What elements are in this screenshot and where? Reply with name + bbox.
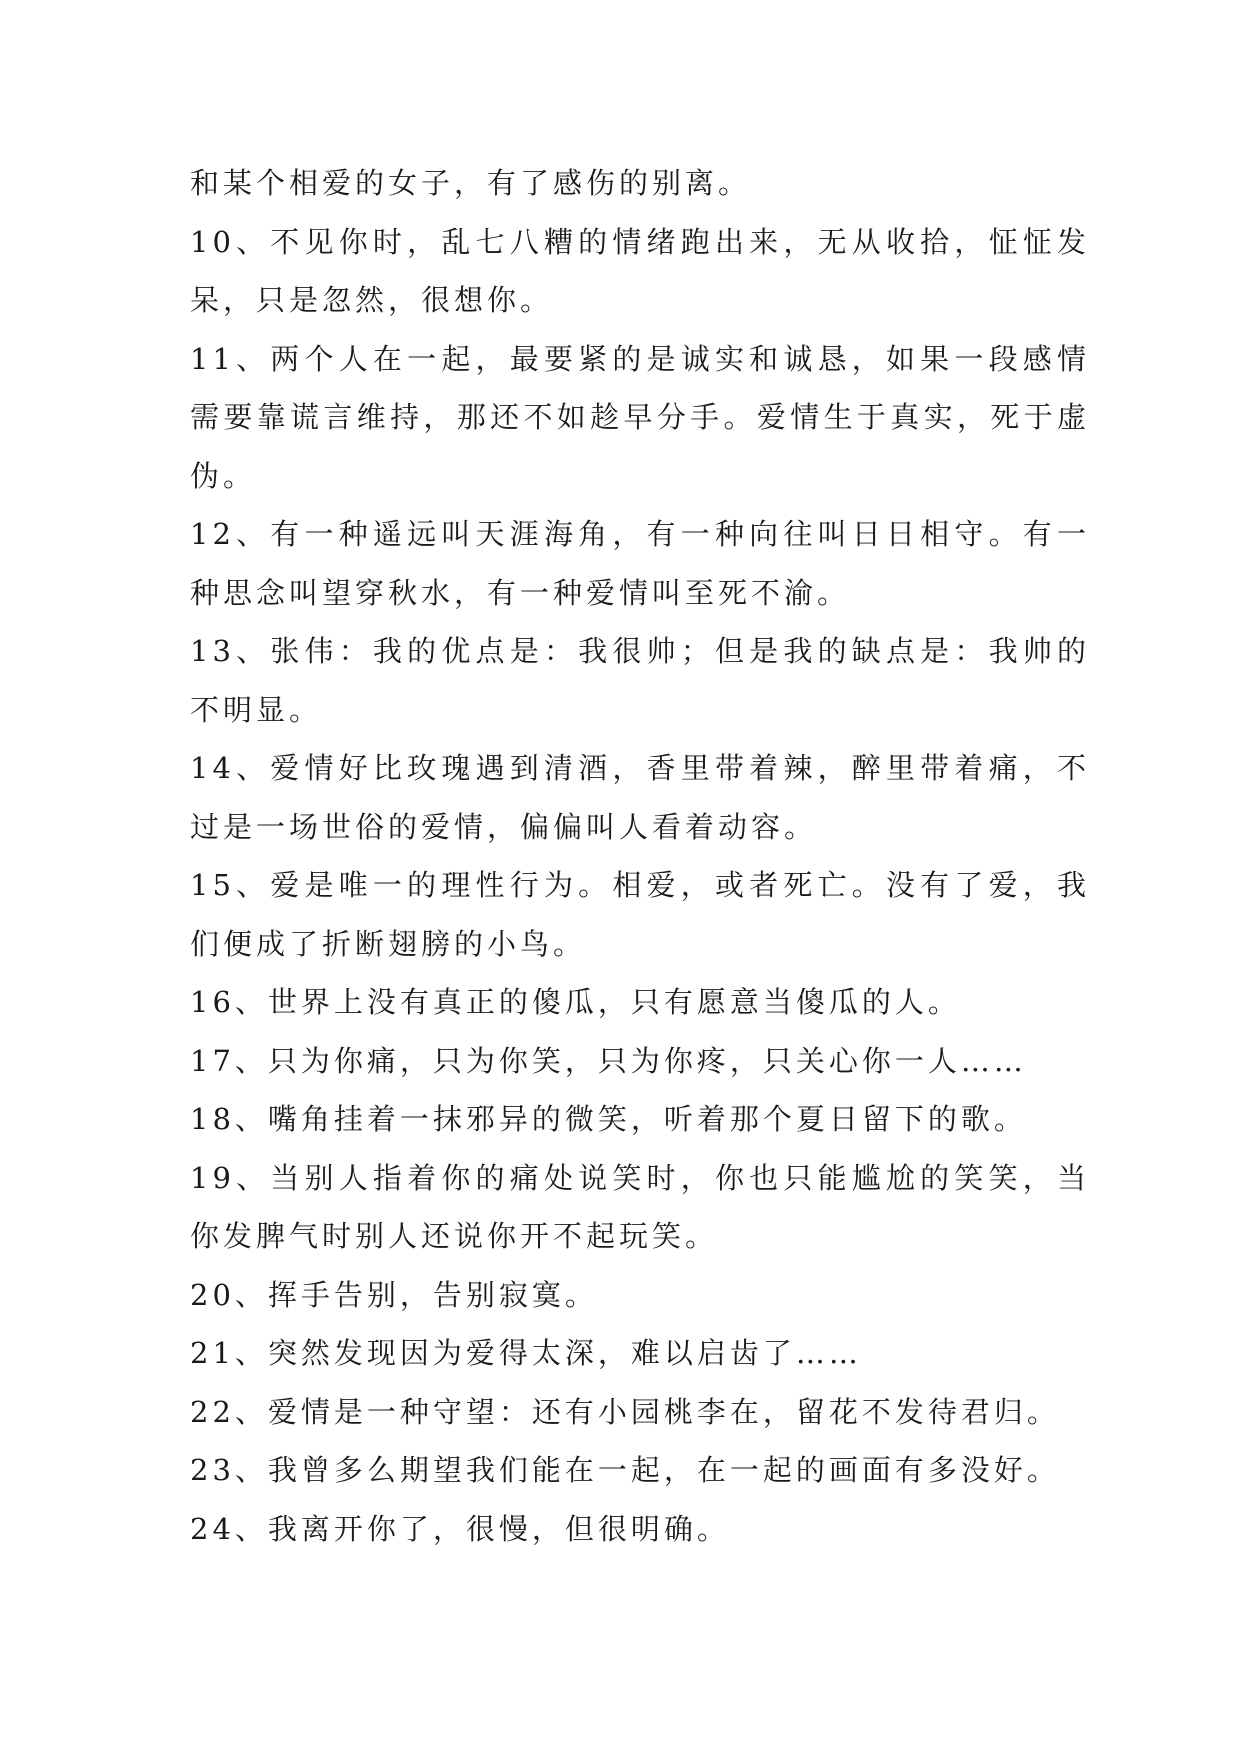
paragraph: 10、不见你时，乱七八糟的情绪跑出来，无从收拾，怔怔发呆，只是忽然，很想你。	[190, 224, 1090, 317]
paragraph: 19、当别人指着你的痛处说笑时，你也只能尴尬的笑笑，当你发脾气时别人还说你开不起玩笑。	[190, 1160, 1090, 1253]
paragraph: 14、爱情好比玫瑰遇到清酒，香里带着辣，醉里带着痛，不过是一场世俗的爱情，偏偏叫人看着动容。	[190, 751, 1090, 844]
paragraph: 22、爱情是一种守望：还有小园桃李在，留花不发待君归。	[190, 1394, 1060, 1429]
paragraph: 和某个相爱的女子，有了感伤的别离。	[190, 166, 752, 200]
paragraph: 17、只为你痛，只为你笑，只为你疼，只关心你一人……	[190, 1043, 1027, 1078]
paragraph: 13、张伟：我的优点是：我很帅；但是我的缺点是：我帅的不明显。	[190, 634, 1090, 727]
paragraph: 12、有一种遥远叫天涯海角，有一种向往叫日日相守。有一种思念叫望穿秋水，有一种爱情叫至死不渝。	[190, 517, 1090, 610]
paragraph: 18、嘴角挂着一抹邪异的微笑，听着那个夏日留下的歌。	[190, 1102, 1027, 1136]
paragraph: 21、突然发现因为爱得太深，难以启齿了……	[190, 1336, 862, 1370]
paragraph: 24、我离开你了，很慢，但很明确。	[190, 1511, 730, 1546]
paragraph: 16、世界上没有真正的傻瓜，只有愿意当傻瓜的人。	[190, 985, 961, 1019]
document-body	[190, 154, 1090, 1558]
paragraph: 20、挥手告别，告别寂寞。	[190, 1277, 598, 1312]
paragraph: 15、爱是唯一的理性行为。相爱，或者死亡。没有了爱，我们便成了折断翅膀的小鸟。	[190, 868, 1090, 961]
paragraph: 23、我曾多么期望我们能在一起，在一起的画面有多没好。	[190, 1453, 1060, 1487]
paragraph: 11、两个人在一起，最要紧的是诚实和诚恳，如果一段感情需要靠谎言维持，那还不如趁早分手。爱情生于真实，死于虚伪。	[190, 341, 1090, 493]
